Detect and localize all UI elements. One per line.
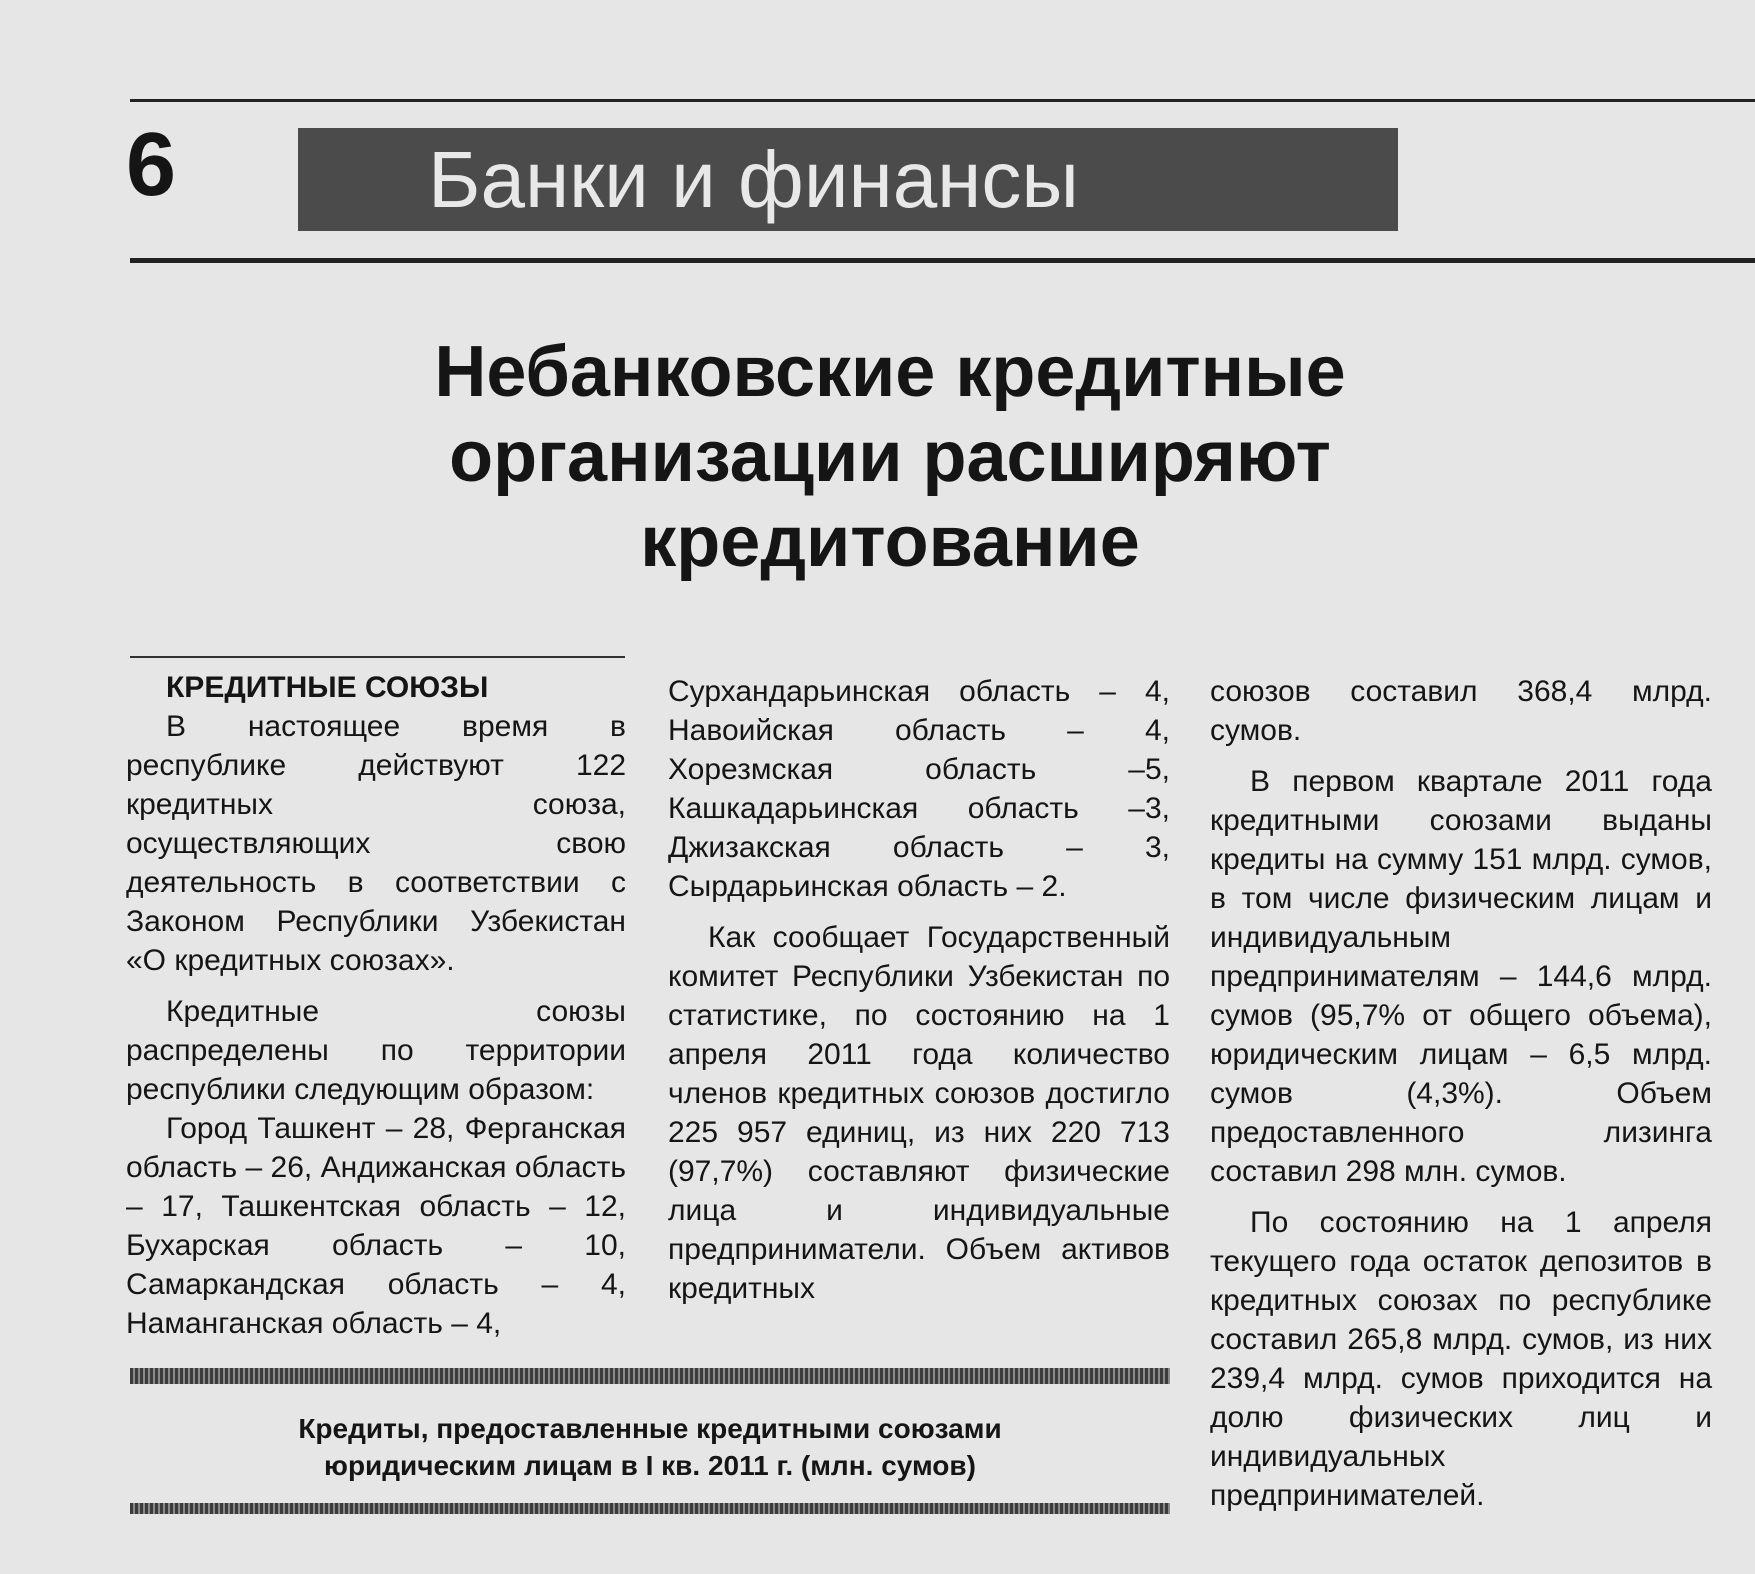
caption-line: Кредиты, предоставленные кредитными союзами — [298, 1413, 1002, 1444]
paragraph: Кредитные союзы распределены по территории республики следующим образом: — [126, 995, 626, 1106]
caption-bottom-band — [130, 1503, 1170, 1514]
top-rule — [130, 99, 1755, 102]
caption-top-band — [130, 1368, 1170, 1384]
paragraph: Сурхандарьинская область – 4, Навоийская область – 4, Хорезмская область –5, Кашкадарьинская область –3, Джизакская область – 3, Сырдарьинская область – 2. — [668, 675, 1170, 903]
paragraph: Как сообщает Государственный комитет Республики Узбекистан по статистике, по состоянию на 1 апреля 2011 года количество членов кредитных союзов достигло 225 957 единиц, из них 220 713 (97,7%) составляют физические лица и индивидуальные предприниматели. Объем активов кредитных — [668, 921, 1170, 1305]
chart-caption — [130, 1410, 1170, 1484]
paragraph: В первом квартале 2011 года кредитными союзами выданы кредиты на сумму 151 млрд. сумов, в том числе физическим лицам и индивидуальным предпринимателям – 144,6 млрд. сумов (95,7% от общего объема), юридическим лицам – 6,5 млрд. сумов (4,3%). Объем предоставленного лизинга составил 298 млн. сумов. — [1210, 765, 1712, 1188]
column-2 — [668, 672, 1170, 1308]
header-rule — [130, 258, 1755, 263]
column-1 — [126, 668, 626, 1343]
paragraph: В настоящее время в республике действуют 122 кредитных союза, осуществляющих свою деятельность в соответствии с Законом Республики Узбекистан «О кредитных союзах». — [126, 710, 626, 977]
article-headline: Небанковские кредитные организации расширяют кредитование — [434, 332, 1346, 582]
subhead: КРЕДИТНЫЕ СОЮЗЫ — [166, 671, 489, 704]
column-3 — [1210, 672, 1712, 1515]
paragraph: По состоянию на 1 апреля текущего года остаток депозитов в кредитных союзах по республике составил 265,8 млрд. сумов, из них 239,4 млрд. сумов приходится на долю физических лиц и индивидуальных предпринимателей. — [1210, 1206, 1712, 1512]
column-rule — [130, 656, 625, 658]
paragraph: Город Ташкент – 28, Ферганская область – 26, Андижанская область – 17, Ташкентская область – 12, Бухарская область – 10, Самаркандская область – 4, Наманганская область – 4, — [126, 1112, 626, 1340]
section-title: Банки и финансы — [298, 128, 1398, 231]
paragraph: союзов составил 368,4 млрд. сумов. — [1210, 675, 1712, 747]
caption-line: юридическим лицам в I кв. 2011 г. (млн. сумов) — [324, 1450, 976, 1481]
page-number: 6 — [126, 115, 177, 215]
